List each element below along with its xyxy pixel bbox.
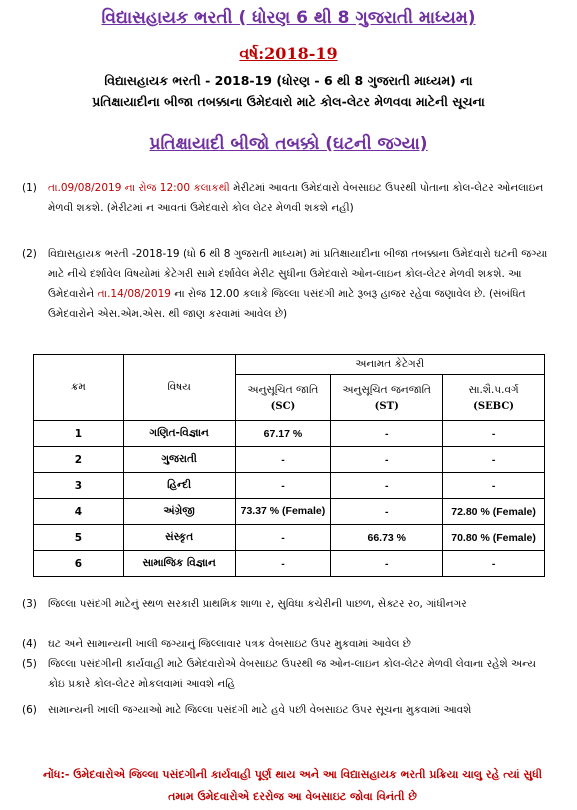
intro-text — [20, 70, 557, 112]
header-sc: અનુસૂચિત જાતિ (SC) — [235, 375, 331, 421]
item-text: વિદ્યાસહાયક ભરતી -2018-19 (ધો 6 થી 8 ગુજરાતી માધ્યમ) માં પ્રતિક્ષાયાદીના બીજા તબક્કાના ઉમેદવારો ઘટની જગ્યા માટે નીચે દર્શાવેલ વિષયોમાં કેટેગરી સામે દર્શાવેલ મેરીટ સુધીના ઉમેદવારો ઓન-લાઇન કોલ-લેટર મેળવી શકશે. આ ઉમેદવારોને — [48, 248, 548, 300]
item-text-continued: ના રોજ 12.00 કલાકે જિલ્લા પસંદગી માટે રૂબરૂ હાજર રહેવા જણાવેલ છે. (સંબંધિત ઉમેદવારોને એસ.એમ.એસ. થી જાણ કરવામાં આવેલ છે) — [48, 288, 526, 320]
instruction-item-1 — [22, 178, 552, 218]
table-row: 1 ગણિત-વિજ્ઞાન 67.17 % - - — [34, 421, 545, 447]
intro-line-2: પ્રતિક્ષાયાદીના બીજા તબક્કાના ઉમેદવારો માટે કોલ-લેટર મેળવવા માટેની સૂચના — [92, 94, 485, 109]
footer-note: નોંધ:- ઉમેદવારોએ જિલ્લા પસંદગીની કાર્યવાહી પૂર્ણ થાય અને આ વિદ્યાસહાયક ભરતી પ્રક્રિયા ચાલુ રહે ત્યાં સુધી તમામ ઉમેદવારોએ દરરોજ આ વેબસાઇટ જોવા વિનંતી છે — [42, 768, 543, 803]
header-st: અનુસૂચિત જનજાતિ (ST) — [331, 375, 443, 421]
header-sebc: સા.શૈ.પ.વર્ગ (SEBC) — [443, 375, 545, 421]
cutoff-table — [33, 354, 545, 577]
instruction-item-2 — [22, 244, 552, 324]
page-title: વિદ્યાસહાયક ભરતી ( ધોરણ 6 થી 8 ગુજરાતી માધ્યમ) — [101, 8, 476, 28]
table-row: 4 અંગ્રેજી 73.37 % (Female) - 72.80 % (Female) — [34, 499, 545, 525]
year-heading: વર્ષ:2018-19 — [239, 44, 338, 63]
table-row: 6 સામાજિક વિજ્ઞાન - - - — [34, 551, 545, 577]
header-subject: વિષય — [123, 355, 235, 421]
header-index: ક્રમ — [34, 355, 124, 421]
table-row: 3 હિન્દી - - - — [34, 473, 545, 499]
intro-line-1: વિદ્યાસહાયક ભરતી - 2018-19 (ધોરણ - 6 થી 8 ગુજરાતી માધ્યમ) ના — [104, 73, 473, 88]
instruction-item-4: (4) ઘટ અને સામાન્યની ખાલી જગ્યાનું જિલ્લાવાર પત્રક વેબસાઇટ ઉપર મુકવામાં આવેલ છે — [22, 638, 411, 650]
table-row: 5 સંસ્કૃત - 66.73 % 70.80 % (Female) — [34, 525, 545, 551]
instruction-item-3: (3) જિલ્લા પસંદગી માટેનું સ્થળ સરકારી પ્રાથમિક શાળા ર, સુવિધા કચેરીની પાછળ, સેક્ટર ર૦, ગાંધીનગર — [22, 598, 467, 610]
date-highlight: તા.14/08/2019 — [97, 288, 171, 300]
section-heading: પ્રતિક્ષાયાદી બીજો તબક્કો (ઘટની જગ્યા) — [149, 134, 428, 154]
item-number: (1) — [22, 182, 37, 194]
instruction-item-5: (5) જિલ્લા પસંદગીની કાર્યવાહી માટે ઉમેદવારોએ વેબસાઇટ ઉપરથી જ ઓન-લાઇન કોલ-લેટર મેળવી લેવાના રહેશે અન્ય કોઇ પ્રકારે કોલ-લેટર મોકલવામાં આવશે નહિ — [22, 658, 536, 690]
table-row: 2 ગુજરાતી - - - — [34, 447, 545, 473]
header-reserved-category: અનામત કેટેગરી — [235, 355, 544, 375]
instruction-item-6: (6) સામાન્યની ખાલી જગ્યાઓ માટે જિલ્લા પસંદગી માટે હવે પછી વેબસાઇટ ઉપર સૂચના મુકવામાં આવશે — [22, 704, 472, 716]
item-number: (2) — [22, 248, 37, 260]
date-highlight: તા.09/08/2019 ના રોજ 12:00 કલાકથી — [48, 182, 230, 194]
item-text: મેરીટમાં આવતા ઉમેદવારો વેબસાઇટ ઉપરથી પોતાના કોલ-લેટર ઓનલાઇન મેળવી શકશે. (મેરીટમાં ન આવતાં ઉમેદવારો કોલ લેટર મેળવી શકશે નહી) — [48, 182, 544, 214]
